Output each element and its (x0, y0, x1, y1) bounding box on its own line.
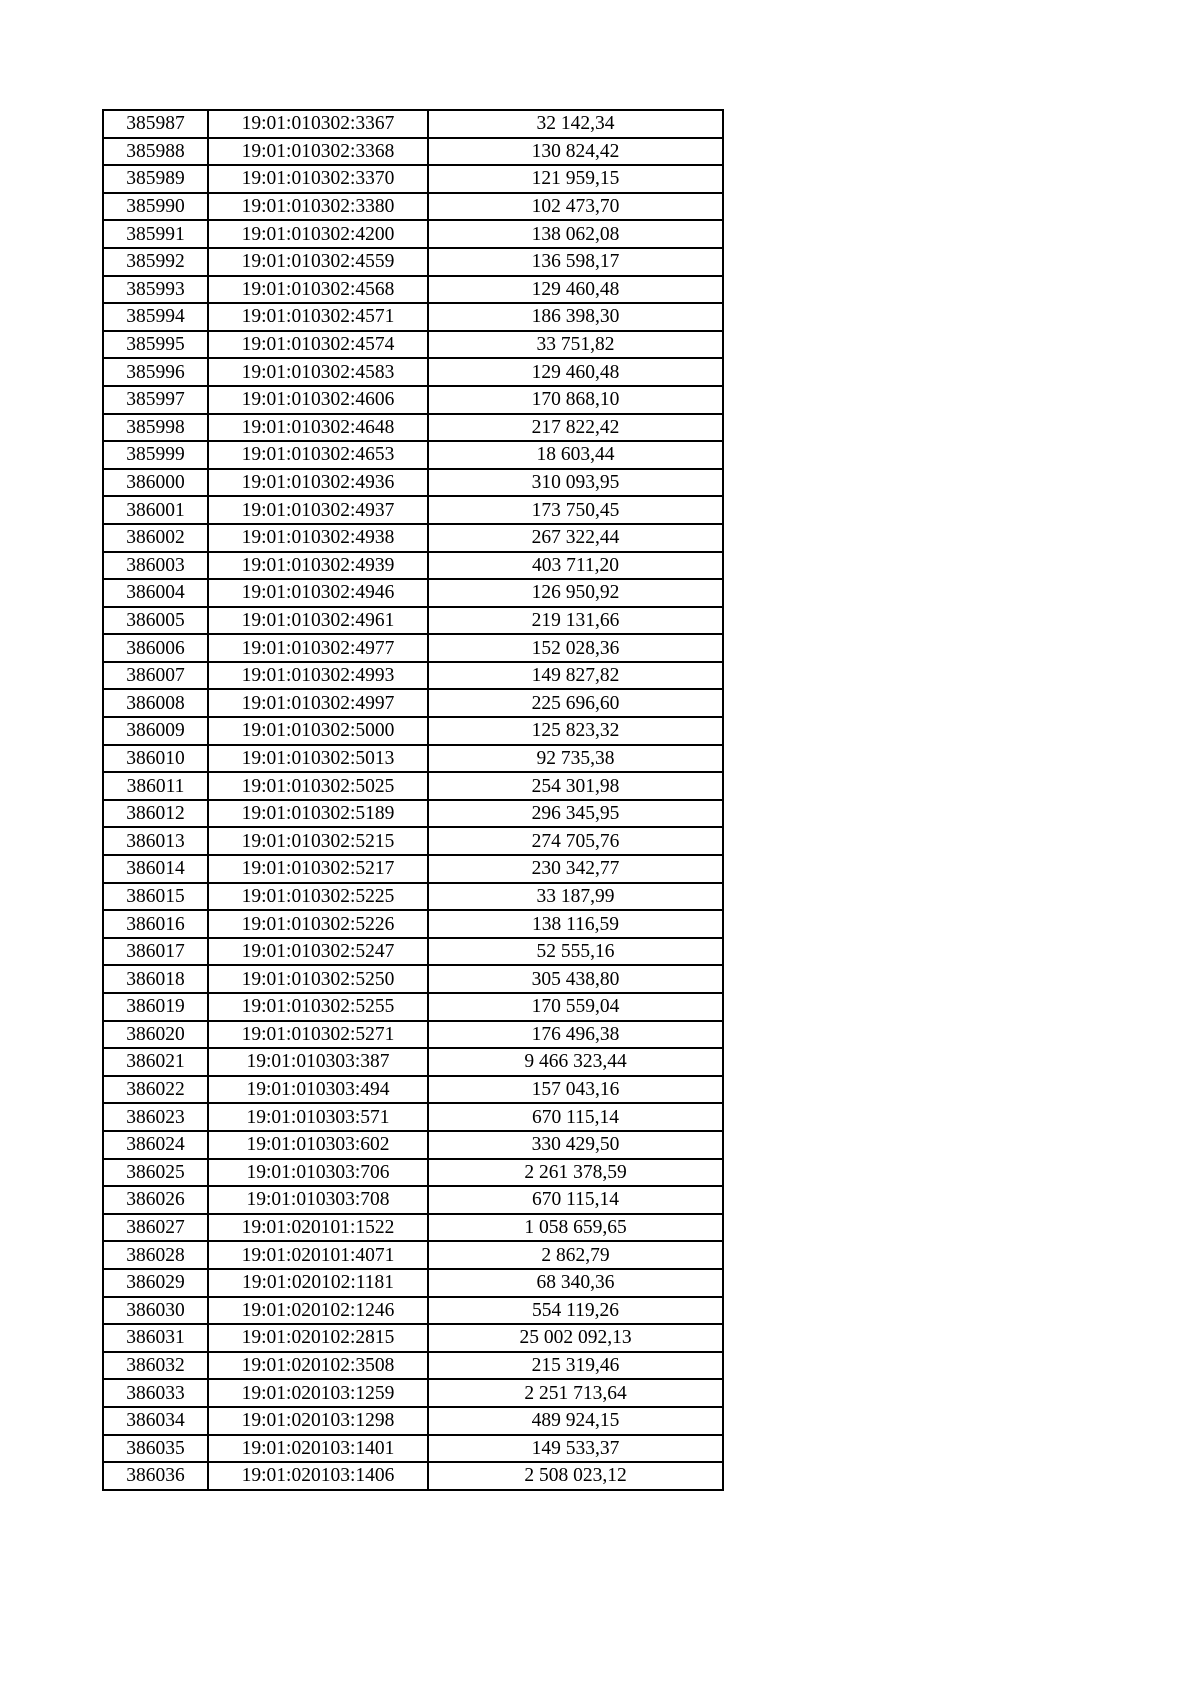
row-number-cell: 386019 (103, 993, 208, 1021)
row-number-cell: 385987 (103, 110, 208, 138)
cadastral-value-cell: 254 301,98 (428, 772, 723, 800)
cadastral-value-cell: 170 559,04 (428, 993, 723, 1021)
row-number-cell: 386001 (103, 496, 208, 524)
cadastral-value-cell: 296 345,95 (428, 800, 723, 828)
cadastral-value-table (102, 109, 724, 1491)
cadastral-value-cell: 670 115,14 (428, 1186, 723, 1214)
row-number-cell: 386006 (103, 634, 208, 662)
table-row (103, 248, 723, 276)
cadastral-number-cell: 19:01:010302:4606 (208, 386, 428, 414)
cadastral-value-cell: 149 533,37 (428, 1435, 723, 1463)
cadastral-number-cell: 19:01:010302:4993 (208, 662, 428, 690)
row-number-cell: 386003 (103, 552, 208, 580)
table-row (103, 800, 723, 828)
cadastral-number-cell: 19:01:010302:4936 (208, 469, 428, 497)
cadastral-number-cell: 19:01:010302:4997 (208, 689, 428, 717)
table-row (103, 441, 723, 469)
table-row (103, 1379, 723, 1407)
table-row (103, 579, 723, 607)
table-row (103, 1324, 723, 1352)
table-row (103, 910, 723, 938)
row-number-cell: 386020 (103, 1021, 208, 1049)
row-number-cell: 385994 (103, 303, 208, 331)
table-row (103, 717, 723, 745)
table-row (103, 110, 723, 138)
row-number-cell: 386026 (103, 1186, 208, 1214)
cadastral-number-cell: 19:01:010302:5271 (208, 1021, 428, 1049)
cadastral-value-cell: 186 398,30 (428, 303, 723, 331)
cadastral-number-cell: 19:01:010302:5247 (208, 938, 428, 966)
row-number-cell: 386017 (103, 938, 208, 966)
cadastral-number-cell: 19:01:010302:5189 (208, 800, 428, 828)
cadastral-value-cell: 138 062,08 (428, 220, 723, 248)
cadastral-value-cell: 136 598,17 (428, 248, 723, 276)
table-row (103, 827, 723, 855)
cadastral-value-cell: 1 058 659,65 (428, 1214, 723, 1242)
cadastral-value-cell: 2 251 713,64 (428, 1379, 723, 1407)
row-number-cell: 386024 (103, 1131, 208, 1159)
table-row (103, 1021, 723, 1049)
table-row (103, 469, 723, 497)
row-number-cell: 386007 (103, 662, 208, 690)
table-row (103, 496, 723, 524)
table-row (103, 165, 723, 193)
cadastral-number-cell: 19:01:010302:4583 (208, 358, 428, 386)
cadastral-number-cell: 19:01:010303:708 (208, 1186, 428, 1214)
cadastral-value-cell: 305 438,80 (428, 965, 723, 993)
cadastral-number-cell: 19:01:010302:5000 (208, 717, 428, 745)
cadastral-value-cell: 215 319,46 (428, 1352, 723, 1380)
cadastral-value-cell: 217 822,42 (428, 414, 723, 442)
cadastral-value-cell: 129 460,48 (428, 276, 723, 304)
cadastral-number-cell: 19:01:010303:706 (208, 1159, 428, 1187)
cadastral-value-cell: 149 827,82 (428, 662, 723, 690)
cadastral-value-cell: 670 115,14 (428, 1103, 723, 1131)
cadastral-number-cell: 19:01:010302:5013 (208, 745, 428, 773)
cadastral-value-cell: 554 119,26 (428, 1297, 723, 1325)
cadastral-value-cell: 330 429,50 (428, 1131, 723, 1159)
cadastral-value-cell: 225 696,60 (428, 689, 723, 717)
row-number-cell: 385992 (103, 248, 208, 276)
row-number-cell: 386014 (103, 855, 208, 883)
cadastral-number-cell: 19:01:010302:5225 (208, 883, 428, 911)
cadastral-value-cell: 2 261 378,59 (428, 1159, 723, 1187)
table-row (103, 883, 723, 911)
cadastral-value-cell: 219 131,66 (428, 607, 723, 635)
row-number-cell: 386021 (103, 1048, 208, 1076)
table-row (103, 414, 723, 442)
cadastral-value-cell: 176 496,38 (428, 1021, 723, 1049)
cadastral-value-cell: 2 508 023,12 (428, 1462, 723, 1490)
cadastral-value-cell: 274 705,76 (428, 827, 723, 855)
cadastral-number-cell: 19:01:020102:1246 (208, 1297, 428, 1325)
cadastral-number-cell: 19:01:010302:3368 (208, 138, 428, 166)
table-row (103, 331, 723, 359)
row-number-cell: 386028 (103, 1241, 208, 1269)
table-row (103, 303, 723, 331)
cadastral-value-cell: 92 735,38 (428, 745, 723, 773)
table-row (103, 772, 723, 800)
table-row (103, 1048, 723, 1076)
row-number-cell: 386033 (103, 1379, 208, 1407)
cadastral-value-cell: 267 322,44 (428, 524, 723, 552)
cadastral-value-cell: 152 028,36 (428, 634, 723, 662)
cadastral-number-cell: 19:01:010302:4939 (208, 552, 428, 580)
row-number-cell: 385997 (103, 386, 208, 414)
row-number-cell: 386004 (103, 579, 208, 607)
table-row (103, 1103, 723, 1131)
cadastral-value-cell: 2 862,79 (428, 1241, 723, 1269)
table-row (103, 938, 723, 966)
cadastral-number-cell: 19:01:010302:4574 (208, 331, 428, 359)
table-row (103, 386, 723, 414)
cadastral-number-cell: 19:01:010303:387 (208, 1048, 428, 1076)
cadastral-value-cell: 52 555,16 (428, 938, 723, 966)
row-number-cell: 386034 (103, 1407, 208, 1435)
row-number-cell: 386018 (103, 965, 208, 993)
cadastral-number-cell: 19:01:010302:4559 (208, 248, 428, 276)
cadastral-number-cell: 19:01:010302:5255 (208, 993, 428, 1021)
cadastral-value-cell: 9 466 323,44 (428, 1048, 723, 1076)
cadastral-number-cell: 19:01:020103:1401 (208, 1435, 428, 1463)
row-number-cell: 386029 (103, 1269, 208, 1297)
row-number-cell: 386031 (103, 1324, 208, 1352)
cadastral-value-cell: 33 187,99 (428, 883, 723, 911)
cadastral-number-cell: 19:01:010302:5215 (208, 827, 428, 855)
cadastral-value-cell: 130 824,42 (428, 138, 723, 166)
row-number-cell: 386035 (103, 1435, 208, 1463)
cadastral-number-cell: 19:01:010302:4946 (208, 579, 428, 607)
cadastral-number-cell: 19:01:010302:4977 (208, 634, 428, 662)
cadastral-number-cell: 19:01:010303:602 (208, 1131, 428, 1159)
row-number-cell: 386015 (103, 883, 208, 911)
table-row (103, 1214, 723, 1242)
cadastral-number-cell: 19:01:010302:3367 (208, 110, 428, 138)
cadastral-number-cell: 19:01:020101:4071 (208, 1241, 428, 1269)
row-number-cell: 386027 (103, 1214, 208, 1242)
cadastral-number-cell: 19:01:010302:4200 (208, 220, 428, 248)
table-row (103, 662, 723, 690)
table-row (103, 993, 723, 1021)
cadastral-number-cell: 19:01:020103:1259 (208, 1379, 428, 1407)
row-number-cell: 385990 (103, 193, 208, 221)
row-number-cell: 386032 (103, 1352, 208, 1380)
cadastral-value-cell: 157 043,16 (428, 1076, 723, 1104)
row-number-cell: 386025 (103, 1159, 208, 1187)
cadastral-number-cell: 19:01:010302:5217 (208, 855, 428, 883)
row-number-cell: 386000 (103, 469, 208, 497)
table-row (103, 220, 723, 248)
row-number-cell: 386005 (103, 607, 208, 635)
table-row (103, 1131, 723, 1159)
cadastral-number-cell: 19:01:010302:5226 (208, 910, 428, 938)
cadastral-number-cell: 19:01:020103:1406 (208, 1462, 428, 1490)
cadastral-number-cell: 19:01:010302:3380 (208, 193, 428, 221)
cadastral-number-cell: 19:01:010302:4937 (208, 496, 428, 524)
row-number-cell: 386016 (103, 910, 208, 938)
cadastral-number-cell: 19:01:010302:4653 (208, 441, 428, 469)
row-number-cell: 385991 (103, 220, 208, 248)
cadastral-value-cell: 25 002 092,13 (428, 1324, 723, 1352)
row-number-cell: 386011 (103, 772, 208, 800)
table-row (103, 138, 723, 166)
table-row (103, 855, 723, 883)
cadastral-number-cell: 19:01:020101:1522 (208, 1214, 428, 1242)
row-number-cell: 385999 (103, 441, 208, 469)
cadastral-value-cell: 489 924,15 (428, 1407, 723, 1435)
row-number-cell: 386010 (103, 745, 208, 773)
cadastral-value-cell: 173 750,45 (428, 496, 723, 524)
cadastral-value-cell: 18 603,44 (428, 441, 723, 469)
cadastral-value-cell: 230 342,77 (428, 855, 723, 883)
row-number-cell: 386012 (103, 800, 208, 828)
table-row (103, 193, 723, 221)
table-row (103, 1407, 723, 1435)
row-number-cell: 386022 (103, 1076, 208, 1104)
table-row (103, 607, 723, 635)
cadastral-value-cell: 403 711,20 (428, 552, 723, 580)
row-number-cell: 386009 (103, 717, 208, 745)
cadastral-value-cell: 129 460,48 (428, 358, 723, 386)
table-row (103, 1186, 723, 1214)
cadastral-number-cell: 19:01:010303:494 (208, 1076, 428, 1104)
row-number-cell: 386013 (103, 827, 208, 855)
cadastral-number-cell: 19:01:010302:4571 (208, 303, 428, 331)
table-row (103, 524, 723, 552)
cadastral-value-cell: 170 868,10 (428, 386, 723, 414)
table-body (103, 110, 723, 1490)
cadastral-value-cell: 126 950,92 (428, 579, 723, 607)
row-number-cell: 385993 (103, 276, 208, 304)
table-row (103, 552, 723, 580)
row-number-cell: 385989 (103, 165, 208, 193)
cadastral-number-cell: 19:01:010302:5250 (208, 965, 428, 993)
row-number-cell: 386030 (103, 1297, 208, 1325)
cadastral-number-cell: 19:01:010302:5025 (208, 772, 428, 800)
cadastral-value-cell: 68 340,36 (428, 1269, 723, 1297)
cadastral-number-cell: 19:01:010302:4648 (208, 414, 428, 442)
table-row (103, 1435, 723, 1463)
cadastral-number-cell: 19:01:020102:2815 (208, 1324, 428, 1352)
row-number-cell: 385988 (103, 138, 208, 166)
cadastral-number-cell: 19:01:020103:1298 (208, 1407, 428, 1435)
row-number-cell: 385995 (103, 331, 208, 359)
row-number-cell: 385998 (103, 414, 208, 442)
row-number-cell: 386036 (103, 1462, 208, 1490)
cadastral-value-cell: 33 751,82 (428, 331, 723, 359)
cadastral-value-cell: 138 116,59 (428, 910, 723, 938)
table-row (103, 634, 723, 662)
cadastral-number-cell: 19:01:010302:4938 (208, 524, 428, 552)
table-row (103, 1076, 723, 1104)
cadastral-value-cell: 125 823,32 (428, 717, 723, 745)
cadastral-value-cell: 121 959,15 (428, 165, 723, 193)
cadastral-number-cell: 19:01:010302:3370 (208, 165, 428, 193)
cadastral-number-cell: 19:01:020102:3508 (208, 1352, 428, 1380)
row-number-cell: 386002 (103, 524, 208, 552)
table-row (103, 1159, 723, 1187)
cadastral-number-cell: 19:01:010302:4961 (208, 607, 428, 635)
cadastral-number-cell: 19:01:010302:4568 (208, 276, 428, 304)
table-row (103, 276, 723, 304)
cadastral-value-cell: 310 093,95 (428, 469, 723, 497)
table-row (103, 1352, 723, 1380)
row-number-cell: 386023 (103, 1103, 208, 1131)
row-number-cell: 385996 (103, 358, 208, 386)
cadastral-value-cell: 32 142,34 (428, 110, 723, 138)
cadastral-value-cell: 102 473,70 (428, 193, 723, 221)
cadastral-number-cell: 19:01:010303:571 (208, 1103, 428, 1131)
table-row (103, 1241, 723, 1269)
row-number-cell: 386008 (103, 689, 208, 717)
table-row (103, 1462, 723, 1490)
table-row (103, 358, 723, 386)
table-row (103, 965, 723, 993)
table-row (103, 1269, 723, 1297)
cadastral-number-cell: 19:01:020102:1181 (208, 1269, 428, 1297)
table-row (103, 689, 723, 717)
table-row (103, 1297, 723, 1325)
table-row (103, 745, 723, 773)
